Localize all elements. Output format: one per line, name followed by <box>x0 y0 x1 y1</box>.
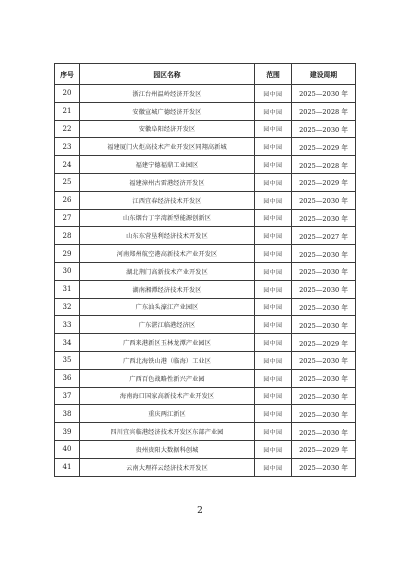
park-name: 广西北海铁山港（临海）工业区 <box>80 351 255 369</box>
row-number: 34 <box>55 334 80 352</box>
table-row <box>55 191 356 209</box>
table-row <box>55 227 356 245</box>
scope-cell: 园中园 <box>255 351 292 369</box>
park-name: 江西宜春经济技术开发区 <box>80 191 255 209</box>
period-cell: 2025—2030 年 <box>292 262 356 280</box>
park-name: 山东烟台丁字湾新型能源创新区 <box>80 209 255 227</box>
period-cell: 2025—2028 年 <box>292 102 356 120</box>
scope-cell: 园中园 <box>255 85 292 103</box>
park-name: 浙江台州温岭经济开发区 <box>80 85 255 103</box>
table-row <box>55 209 356 227</box>
park-name: 广西来港新区玉林龙潭产业园区 <box>80 334 255 352</box>
row-number: 31 <box>55 280 80 298</box>
period-cell: 2025—2030 年 <box>292 405 356 423</box>
table-header-row <box>55 64 356 85</box>
header-no: 序号 <box>55 64 80 85</box>
scope-cell: 园中园 <box>255 102 292 120</box>
row-number: 29 <box>55 245 80 263</box>
row-number: 26 <box>55 191 80 209</box>
row-number: 32 <box>55 298 80 316</box>
row-number: 37 <box>55 387 80 405</box>
park-name: 福建宁德福鼎工业园区 <box>80 156 255 174</box>
scope-cell: 园中园 <box>255 173 292 191</box>
scope-cell: 园中园 <box>255 387 292 405</box>
table-body <box>55 85 356 477</box>
row-number: 24 <box>55 156 80 174</box>
period-cell: 2025—2030 年 <box>292 120 356 138</box>
park-name: 安徽宣城广德经济开发区 <box>80 102 255 120</box>
table-row <box>55 423 356 441</box>
park-name: 广西百色战略性新兴产业园 <box>80 369 255 387</box>
table-row <box>55 85 356 103</box>
period-cell: 2025—2030 年 <box>292 280 356 298</box>
scope-cell: 园中园 <box>255 440 292 458</box>
period-cell: 2025—2030 年 <box>292 351 356 369</box>
period-cell: 2025—2029 年 <box>292 440 356 458</box>
table-row <box>55 405 356 423</box>
scope-cell: 园中园 <box>255 191 292 209</box>
scope-cell: 园中园 <box>255 298 292 316</box>
period-cell: 2025—2029 年 <box>292 334 356 352</box>
scope-cell: 园中园 <box>255 262 292 280</box>
period-cell: 2025—2030 年 <box>292 298 356 316</box>
row-number: 36 <box>55 369 80 387</box>
header-period: 建设周期 <box>292 64 356 85</box>
row-number: 25 <box>55 173 80 191</box>
park-name: 湖北荆门高新技术产业开发区 <box>80 262 255 280</box>
table-row <box>55 458 356 476</box>
scope-cell: 园中园 <box>255 405 292 423</box>
table-row <box>55 387 356 405</box>
table-row <box>55 102 356 120</box>
row-number: 35 <box>55 351 80 369</box>
table-row <box>55 440 356 458</box>
table-row <box>55 138 356 156</box>
row-number: 21 <box>55 102 80 120</box>
table-row <box>55 280 356 298</box>
period-cell: 2025—2029 年 <box>292 138 356 156</box>
period-cell: 2025—2030 年 <box>292 458 356 476</box>
table-row <box>55 262 356 280</box>
period-cell: 2025—2030 年 <box>292 369 356 387</box>
period-cell: 2025—2027 年 <box>292 227 356 245</box>
page-number: 2 <box>197 506 203 516</box>
park-name: 湖南湘潭经济技术开发区 <box>80 280 255 298</box>
table-row <box>55 351 356 369</box>
table-row <box>55 369 356 387</box>
scope-cell: 园中园 <box>255 209 292 227</box>
scope-cell: 园中园 <box>255 227 292 245</box>
period-cell: 2025—2030 年 <box>292 85 356 103</box>
park-name: 四川宜宾临港经济技术开发区东部产业园 <box>80 423 255 441</box>
period-cell: 2025—2030 年 <box>292 387 356 405</box>
scope-cell: 园中园 <box>255 120 292 138</box>
table-row <box>55 298 356 316</box>
period-cell: 2025—2030 年 <box>292 191 356 209</box>
period-cell: 2025—2030 年 <box>292 316 356 334</box>
row-number: 30 <box>55 262 80 280</box>
park-name: 福建厦门火炬高技术产业开发区同翔高新城 <box>80 138 255 156</box>
park-list-table <box>54 63 356 477</box>
park-name: 广东汕头濠江产业园区 <box>80 298 255 316</box>
scope-cell: 园中园 <box>255 458 292 476</box>
park-name: 重庆两江新区 <box>80 405 255 423</box>
row-number: 40 <box>55 440 80 458</box>
period-cell: 2025—2029 年 <box>292 173 356 191</box>
park-name: 广东湛江临港经济区 <box>80 316 255 334</box>
row-number: 41 <box>55 458 80 476</box>
park-name: 云南大理祥云经济技术开发区 <box>80 458 255 476</box>
row-number: 20 <box>55 85 80 103</box>
period-cell: 2025—2030 年 <box>292 245 356 263</box>
scope-cell: 园中园 <box>255 138 292 156</box>
scope-cell: 园中园 <box>255 369 292 387</box>
row-number: 38 <box>55 405 80 423</box>
row-number: 23 <box>55 138 80 156</box>
period-cell: 2025—2030 年 <box>292 209 356 227</box>
table-row <box>55 245 356 263</box>
park-name: 安徽阜阳经济开发区 <box>80 120 255 138</box>
table-row <box>55 334 356 352</box>
scope-cell: 园中园 <box>255 334 292 352</box>
row-number: 27 <box>55 209 80 227</box>
table-row <box>55 173 356 191</box>
park-name: 山东东营垦利经济技术开发区 <box>80 227 255 245</box>
period-cell: 2025—2030 年 <box>292 423 356 441</box>
park-name: 福建漳州古雷港经济开发区 <box>80 173 255 191</box>
header-park-name: 园区名称 <box>80 64 255 85</box>
row-number: 39 <box>55 423 80 441</box>
park-name: 贵州贵阳大数据科创城 <box>80 440 255 458</box>
scope-cell: 园中园 <box>255 280 292 298</box>
row-number: 22 <box>55 120 80 138</box>
row-number: 33 <box>55 316 80 334</box>
row-number: 28 <box>55 227 80 245</box>
period-cell: 2025—2028 年 <box>292 156 356 174</box>
header-scope: 范围 <box>255 64 292 85</box>
scope-cell: 园中园 <box>255 245 292 263</box>
scope-cell: 园中园 <box>255 156 292 174</box>
table-row <box>55 156 356 174</box>
table-row <box>55 316 356 334</box>
scope-cell: 园中园 <box>255 316 292 334</box>
park-name: 河南郑州航空港高新技术产业开发区 <box>80 245 255 263</box>
table-row <box>55 120 356 138</box>
park-name: 海南海口国家高新技术产业开发区 <box>80 387 255 405</box>
scope-cell: 园中园 <box>255 423 292 441</box>
